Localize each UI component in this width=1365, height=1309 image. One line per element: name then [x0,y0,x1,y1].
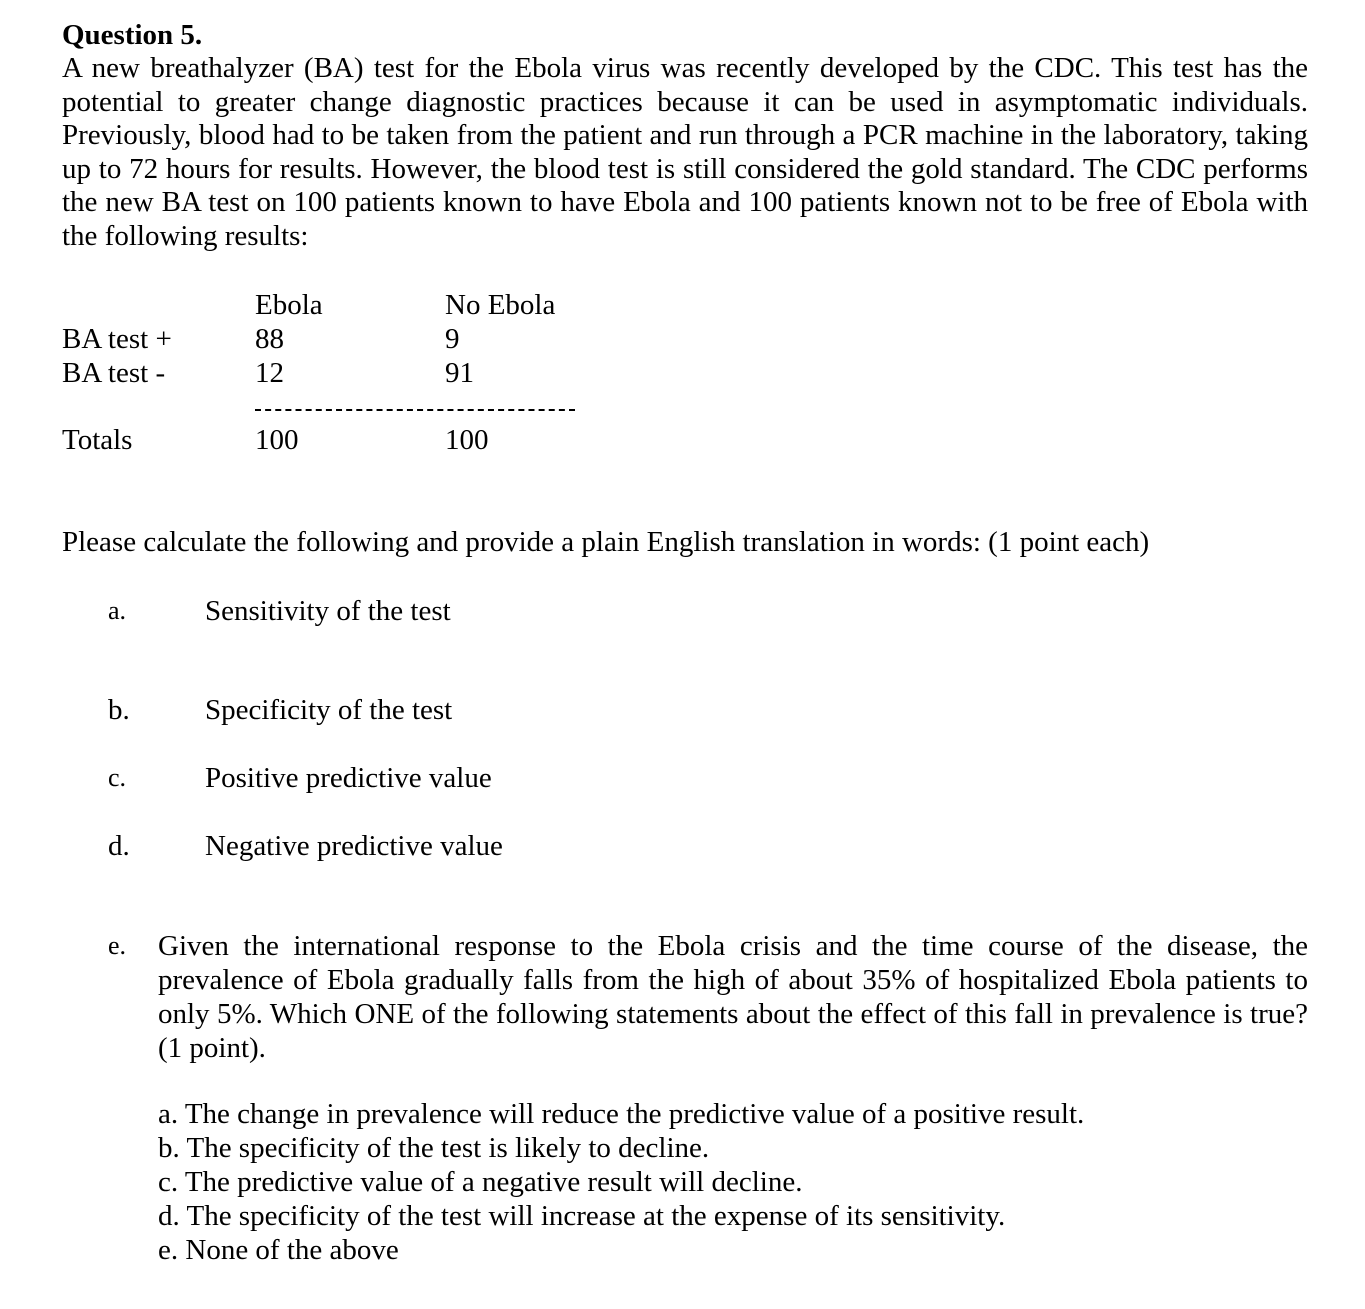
table-totals-ebola: 100 [255,424,299,456]
item-text: Specificity of the test [205,694,453,726]
option-item: c. The predictive value of a negative result will decline. [158,1166,803,1198]
table-cell: 9 [445,323,460,355]
item-e-text: Given the international response to the Ebola crisis and the time course of the disease, the prevalence of Ebola gradually falls from the high of about 35% of hospitalized Ebola patients to only 5%. Which ONE of the following statements about the effect of this fall in prevalence is true? (1 point). [158,930,1308,1064]
table-header-no-ebola: No Ebola [445,289,556,321]
item-text: Negative predictive value [205,830,503,862]
item-letter: c. [108,763,127,792]
table-cell: 12 [255,357,284,389]
table-totals-no-ebola: 100 [445,424,489,456]
table-cell: 88 [255,323,284,355]
table-row-label: BA test - [62,357,166,389]
item-text: Positive predictive value [205,762,492,794]
table-row-label: BA test + [62,323,172,355]
table-cell: 91 [445,357,474,389]
item-letter: b. [108,694,130,726]
instruction-text: Please calculate the following and provide a plain English translation in words: (1 point each) [62,526,1150,558]
option-item: e. None of the above [158,1234,399,1266]
item-e-letter: e. [108,931,127,960]
option-item: b. The specificity of the test is likely to decline. [158,1132,710,1164]
option-item: d. The specificity of the test will increase at the expense of its sensitivity. [158,1200,1006,1232]
option-item: a. The change in prevalence will reduce the predictive value of a positive result. [158,1098,1085,1130]
table-totals-label: Totals [62,424,133,456]
item-letter: a. [108,596,127,625]
item-text: Sensitivity of the test [205,595,451,627]
question-intro: A new breathalyzer (BA) test for the Ebola virus was recently developed by the CDC. This test has the potential to greater change diagnostic practices because it can be used in asymptomatic individuals. Previously, blood had to be taken from the patient and run through a PCR machine in the laboratory, taking up to 72 hours for results. However, the blood test is still considered the gold standard. The CDC performs the new BA test on 100 patients known to have Ebola and 100 patients known not to be free of Ebola with the following results: [62,52,1308,252]
question-title: Question 5. [62,19,203,51]
table-separator [255,409,575,411]
item-letter: d. [108,830,130,862]
table-header-ebola: Ebola [255,289,323,321]
